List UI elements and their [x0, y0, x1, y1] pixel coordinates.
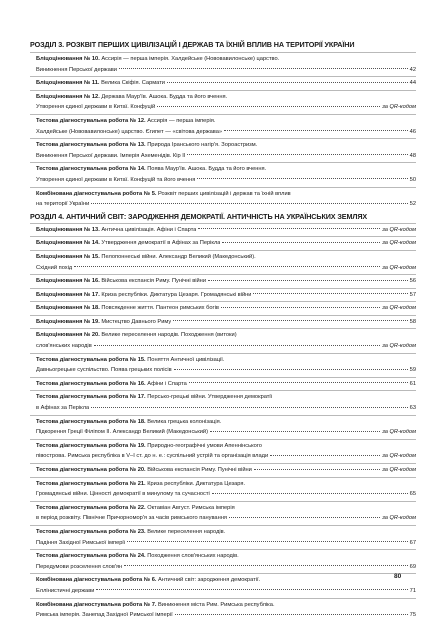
entry-text [36, 199, 89, 210]
entry-title: Велике переселення народів. Походження (витоки) [99, 332, 237, 339]
entry-title: Виникнення міста Рим. Римська республіка. [156, 601, 275, 608]
toc-entry [30, 114, 416, 138]
dot-leader [270, 455, 380, 456]
entry-text [36, 427, 208, 438]
toc-entry-line [36, 527, 416, 538]
dot-leader [222, 242, 380, 243]
dot-leader [212, 493, 408, 494]
entry-label: Тестова діагностувальна робота № 16. [36, 380, 146, 387]
entry-label: Тестова діагностувальна робота № 24. [36, 553, 146, 560]
dot-leader [91, 407, 407, 408]
toc-entry-line [36, 341, 416, 352]
entry-text [36, 54, 279, 65]
entry-title: Утворення єдиної держави в Китаї. Конфуцій та його вчення [36, 176, 196, 183]
entry-title: в Афінах за Перікла [36, 405, 90, 412]
page-ref: 58 [409, 318, 416, 325]
toc-entry-line [36, 503, 416, 514]
toc-entry-line [36, 330, 416, 341]
entry-label: Комбінована діагностувальна робота № 7. [36, 601, 157, 608]
entry-text [36, 503, 235, 514]
toc-entry-line [36, 175, 416, 186]
entry-text [36, 65, 117, 76]
entry-label: Тестова діагностувальна робота № 22. [36, 504, 146, 511]
entry-text [36, 451, 268, 462]
dot-leader [210, 431, 380, 432]
toc-entry-line [36, 355, 416, 366]
entry-text [36, 465, 252, 476]
toc-entry-line [36, 252, 416, 263]
toc-entry [30, 477, 416, 501]
entry-label: Бліцоцінювання № 13. [36, 226, 100, 233]
toc-entry [30, 525, 416, 549]
entry-text [36, 263, 72, 274]
entry-title: Ассирія — перша імперія. Халдейське (Нововавилонське) царство. [99, 56, 280, 62]
dot-leader [74, 266, 380, 267]
dot-leader [91, 203, 407, 204]
entry-label: Тестова діагностувальна робота № 19. [36, 442, 146, 449]
entry-text [36, 403, 89, 414]
dot-leader [224, 130, 408, 131]
toc-entry [30, 439, 416, 463]
entry-label: Тестова діагностувальна робота № 15. [36, 356, 146, 363]
entry-label: Тестова діагностувальна робота № 13. [36, 142, 146, 149]
page-ref: за QR-кодом [382, 240, 416, 247]
entry-text [36, 365, 172, 376]
entry-label: Бліцоцінювання № 15. [36, 253, 100, 260]
toc-entry [30, 573, 416, 597]
entry-title: Октавіан Август. Римська імперія [145, 504, 235, 511]
toc-entry-line [36, 610, 416, 621]
page-ref: 52 [409, 201, 416, 208]
toc-entry [30, 377, 416, 391]
page-ref: 65 [409, 491, 416, 498]
dot-leader [127, 541, 407, 542]
entry-text [36, 600, 275, 611]
entry-text [36, 189, 291, 200]
entry-label: Бліцоцінювання № 18. [36, 305, 100, 312]
entry-text [36, 513, 227, 524]
entry-title: Поява Маур'їв. Ашока. Будда та його вчення. [145, 166, 267, 173]
page-ref: 59 [409, 367, 416, 374]
toc-entry [30, 598, 416, 622]
entry-title: Східний похід [36, 264, 73, 271]
entry-text [36, 527, 225, 538]
page-ref: 71 [409, 587, 416, 594]
entry-label: Комбінована діагностувальна робота № 5. [36, 190, 157, 197]
toc-entry-line [36, 65, 416, 76]
entry-text [36, 575, 260, 586]
entry-title: Виникнення Перської держави. Імперія Ахеменідів. Кір ІІ [36, 152, 186, 159]
page-ref: 50 [409, 176, 416, 183]
toc-entry-line [36, 127, 416, 138]
toc-entry [30, 90, 416, 114]
toc-entry [30, 415, 416, 439]
entry-title: Падіння Західної Римської імперії [36, 539, 126, 546]
toc-entry-line [36, 417, 416, 428]
dot-leader [254, 469, 380, 470]
entry-label: Бліцоцінювання № 17. [36, 291, 100, 298]
page-ref: за QR-кодом [382, 467, 416, 473]
toc-entry-line [36, 238, 416, 249]
toc-entry-line [36, 317, 416, 328]
entry-label: Бліцоцінювання № 11. [36, 80, 100, 87]
entry-text [36, 610, 173, 621]
page-ref: за QR-кодом [382, 515, 416, 522]
dot-leader [175, 614, 408, 615]
entry-title: Халдейське (Нововавилонське) царство. Єгипет — «світова держава» [36, 128, 223, 135]
toc-entry-line [36, 140, 416, 151]
toc-entry-line [36, 465, 416, 476]
entry-text [36, 538, 125, 549]
dot-leader [167, 82, 408, 83]
toc-entry [30, 138, 416, 162]
page-ref: за QR-кодом [382, 226, 416, 233]
entry-label: Комбінована діагностувальна робота № 6. [36, 577, 157, 584]
toc-entry-line [36, 513, 416, 524]
toc-entry-line [36, 102, 416, 113]
toc-entry-line [36, 225, 416, 236]
toc-entry [30, 250, 416, 274]
entry-text [36, 489, 210, 500]
entry-title: Велике переселення народів. [145, 528, 226, 535]
dot-leader [197, 178, 407, 179]
dot-leader [157, 106, 380, 107]
toc-entry [30, 76, 416, 90]
toc-entry [30, 353, 416, 377]
entry-label: Тестова діагностувальна робота № 12. [36, 117, 146, 124]
entry-title: Походження слов'янських народів. [145, 553, 239, 560]
toc-entry-line [36, 54, 416, 65]
entry-label: Тестова діагностувальна робота № 23. [36, 528, 146, 535]
entry-text [36, 392, 272, 403]
entry-text [36, 417, 221, 428]
toc-entry [30, 501, 416, 525]
dot-leader [253, 293, 407, 294]
entry-title: на території України [36, 201, 90, 208]
entry-text [36, 562, 122, 573]
entry-title: Античний світ: зародження демократії. [156, 577, 261, 584]
entry-text [36, 78, 165, 89]
toc-entry [30, 236, 416, 250]
entry-title: Ассирія — перша імперія. [145, 117, 216, 124]
entry-label: Бліцоцінювання № 14. [36, 240, 100, 247]
toc-entry-line [36, 392, 416, 403]
dot-leader [208, 280, 408, 281]
entry-label: Тестова діагностувальна робота № 18. [36, 418, 146, 425]
page-number: 80 [394, 573, 402, 580]
page-ref: за QR-кодом [382, 264, 416, 271]
entry-text [36, 355, 224, 366]
toc-entry-line [36, 379, 416, 390]
page-ref: 61 [409, 380, 416, 387]
dot-leader [173, 320, 407, 321]
toc-entry [30, 187, 416, 211]
entry-title: Передумови розселення слов'ян [36, 563, 123, 570]
entry-text [36, 140, 257, 151]
dot-leader [96, 589, 407, 590]
page-ref: 44 [409, 80, 416, 87]
page-ref: 57 [409, 291, 416, 298]
page-ref: 46 [409, 128, 416, 135]
page-ref: 42 [409, 66, 416, 73]
section-heading: РОЗДІЛ 4. АНТИЧНИЙ СВІТ: ЗАРОДЖЕННЯ ДЕМОКРАТІЇ. АНТИЧНІСТЬ НА УКРАЇНСЬКИХ ЗЕМЛЯХ [30, 211, 368, 221]
dot-leader [187, 154, 407, 155]
page-ref: 56 [409, 278, 416, 285]
page-ref: 75 [409, 612, 416, 619]
toc-entry-line [36, 575, 416, 586]
toc-entry-line [36, 551, 416, 562]
entry-title: Утворення єдиної держави в Китаї. Конфуцій [36, 104, 156, 111]
entry-title: Військова експансія Риму. Пунічні війни [99, 278, 207, 285]
page-ref: 63 [409, 405, 416, 412]
entry-text [36, 586, 94, 597]
entry-label: Тестова діагностувальна робота № 17. [36, 394, 146, 401]
entry-title: Поняття Античної цивілізації. [145, 356, 225, 363]
entry-text [36, 379, 187, 390]
toc-entry [30, 463, 416, 477]
dot-leader [124, 565, 408, 566]
entry-label: Тестова діагностувальна робота № 21. [36, 480, 146, 487]
toc-entry-line [36, 151, 416, 162]
toc-entry [30, 288, 416, 302]
toc-entry-line [36, 303, 416, 314]
entry-title: Велика грецька колонізація. [145, 418, 222, 425]
entry-title: Держава Маур'їв. Ашока. Будда та його вчення. [99, 93, 228, 100]
entry-title: слов'янських народів [36, 343, 92, 350]
toc-entry-line [36, 189, 416, 200]
toc-entry [30, 223, 416, 237]
section-heading: РОЗДІЛ 3. РОЗКВІТ ПЕРШИХ ЦИВІЛІЗАЦІЙ І ДЕРЖАВ ТА ЇХНІЙ ВПЛИВ НА ТЕРИТОРІЇ УКРАЇНИ [30, 40, 355, 49]
toc-entry [30, 162, 416, 186]
toc-entry-line [36, 479, 416, 490]
toc-entry-line [36, 538, 416, 549]
entry-title: півострова. Римська республіка в V–I ст. до н. е.: суспільний устрій та організація влади [36, 453, 269, 460]
toc-entry-line [36, 562, 416, 573]
entry-title: Давньогрецьке суспільство. Поява грецьких полісів [36, 367, 172, 374]
entry-label: Бліцоцінювання № 19. [36, 318, 100, 325]
entry-title: в період розквіту. Північне Причорномор'я за часів римського панування [36, 515, 227, 522]
toc-entry-line [36, 451, 416, 462]
table-of-contents [30, 40, 416, 622]
toc-entry-line [36, 600, 416, 611]
entry-label: Тестова діагностувальна робота № 14. [36, 166, 146, 173]
toc-entry-line [36, 78, 416, 89]
page-ref: за QR-кодом [382, 453, 416, 460]
toc-entry-line [36, 586, 416, 597]
toc-entry-line [36, 290, 416, 301]
entry-title: Велика Скіфія. Сармати [99, 80, 165, 87]
entry-label: Бліцоцінювання № 10. [36, 56, 100, 62]
entry-text [36, 317, 171, 328]
page-ref: за QR-кодом [382, 343, 416, 350]
entry-label: Тестова діагностувальна робота № 20. [36, 467, 146, 473]
entry-title: Громадянські війни. Цінності демократії в минулому та сучасності [36, 491, 210, 498]
dot-leader [174, 369, 408, 370]
entry-text [36, 164, 266, 175]
toc-entry-line [36, 276, 416, 287]
entry-title: Криза республіки. Диктатура Цезаря. [145, 480, 246, 487]
toc-entry-line [36, 365, 416, 376]
entry-title: Повсякденне життя. Пантеон римських богів [99, 305, 219, 312]
page-ref: за QR-кодом [382, 429, 416, 436]
toc-entry-line [36, 116, 416, 127]
entry-title: Виникнення Перської держави [36, 66, 117, 73]
entry-text [36, 551, 239, 562]
entry-text [36, 238, 220, 249]
entry-title: Природно-географічні умови Апеннінського [145, 442, 262, 449]
toc-entry-line [36, 263, 416, 274]
entry-text [36, 341, 92, 352]
page-ref: 69 [409, 563, 416, 570]
entry-title: Мистецтво Давнього Риму [99, 318, 172, 325]
entry-text [36, 303, 219, 314]
dot-leader [229, 517, 380, 518]
page-ref: 67 [409, 539, 416, 546]
entry-label: Бліцоцінювання № 16. [36, 278, 100, 285]
entry-text [36, 151, 185, 162]
dot-leader [94, 345, 380, 346]
entry-label: Бліцоцінювання № 20. [36, 332, 100, 339]
entry-text [36, 92, 227, 103]
page-ref: 48 [409, 152, 416, 159]
entry-title: Криза республіки. Диктатура Цезаря. Громадянські війни [99, 291, 252, 298]
toc-entry-line [36, 441, 416, 452]
entry-text [36, 441, 262, 452]
entry-title: Афіни і Спарта [145, 380, 187, 387]
toc-entry-line [36, 164, 416, 175]
toc-entry [30, 52, 416, 76]
entry-text [36, 175, 195, 186]
entry-text [36, 127, 222, 138]
entry-text [36, 102, 155, 113]
entry-label: Бліцоцінювання № 12. [36, 93, 100, 100]
entry-title: Утвердження демократії в Афінах за Перікла [99, 240, 221, 247]
entry-title: Підкорення Греції Філіпом ІІ. Александр Великий (Македонський) [36, 429, 208, 436]
entry-text [36, 479, 245, 490]
entry-title: Військова експансія Риму. Пунічні війни [145, 467, 252, 473]
dot-leader [221, 307, 380, 308]
page-ref: за QR-кодом [382, 104, 416, 111]
toc-entry-line [36, 489, 416, 500]
toc-entry [30, 301, 416, 315]
entry-text [36, 330, 237, 341]
dot-leader [119, 68, 408, 69]
toc-entry [30, 390, 416, 414]
entry-title: Римська імперія. Занепад Західної Римської імперії [36, 612, 173, 619]
entry-title: Антична цивілізація. Афіни і Спарта [99, 226, 197, 233]
entry-text [36, 116, 215, 127]
toc-entry-line [36, 92, 416, 103]
entry-text [36, 225, 196, 236]
entry-title: Персько-грецькі війни. Утвердження демократії [145, 394, 273, 401]
entry-text [36, 252, 256, 263]
entry-title: Пелопоннеські війни. Александр Великий (Македонський). [99, 253, 256, 260]
dot-leader [189, 382, 408, 383]
toc-entry-line [36, 403, 416, 414]
toc-entry [30, 549, 416, 573]
toc-entry-line [36, 199, 416, 210]
page-ref: за QR-кодом [382, 305, 416, 312]
entry-title: Розквіт перших цивілізацій і держав та їхній вплив [156, 190, 291, 197]
toc-entry [30, 315, 416, 329]
toc-entry [30, 328, 416, 352]
toc-entry [30, 274, 416, 288]
entry-title: Природа Іранського нагір'я. Зороастризм. [145, 142, 258, 149]
toc-entry-line [36, 427, 416, 438]
entry-title: Еллінистичні держави [36, 587, 95, 594]
entry-text [36, 276, 206, 287]
dot-leader [198, 228, 380, 229]
entry-text [36, 290, 251, 301]
